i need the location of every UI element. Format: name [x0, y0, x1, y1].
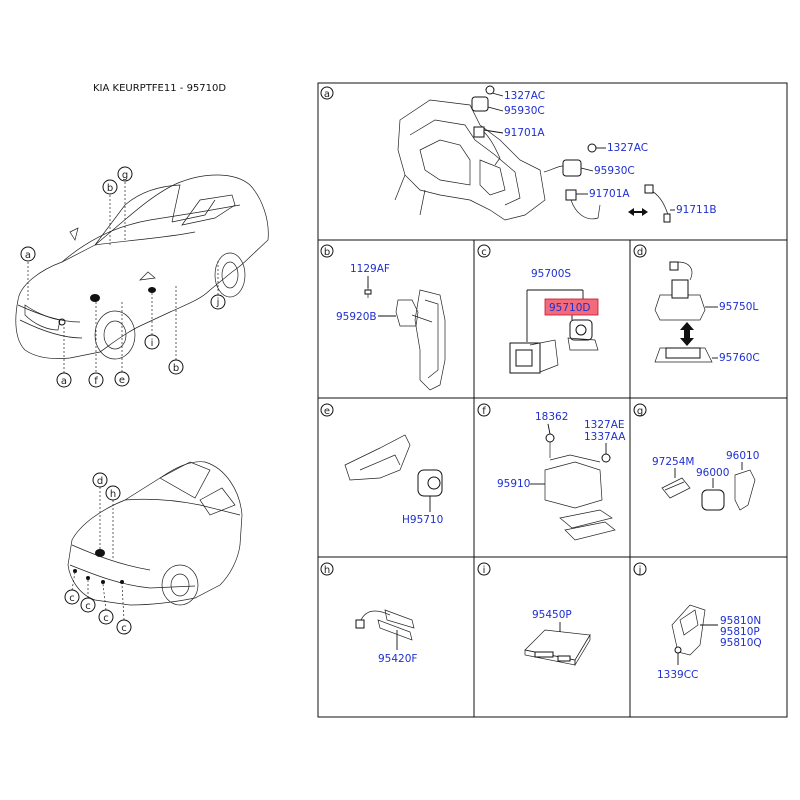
svg-text:d: d: [636, 247, 644, 258]
car-front-illustration: [16, 175, 268, 373]
part-1327AC-bottom: 1327AC: [607, 142, 649, 154]
svg-text:c: c: [85, 601, 91, 612]
panel-grid: [318, 83, 787, 717]
svg-text:c: c: [481, 247, 487, 258]
part-91701A-bottom: 91701A: [589, 188, 630, 200]
part-96010: 96010: [726, 450, 760, 462]
callout-d: [93, 473, 107, 487]
callout-i: [145, 335, 159, 349]
panel-d: [634, 245, 760, 364]
callout-c-1: [65, 590, 79, 604]
callout-c-3: [99, 610, 113, 624]
part-95450P: 95450P: [532, 609, 572, 621]
panel-f: [478, 404, 626, 540]
part-95810P: 95810P: [720, 626, 760, 638]
svg-text:c: c: [69, 593, 75, 604]
part-96000: 96000: [696, 467, 730, 479]
callout-b-top: [103, 180, 117, 194]
callout-g: [118, 167, 132, 181]
callout-j: [211, 295, 225, 309]
car-front-callouts: [21, 167, 225, 387]
car-rear-illustration: [68, 462, 242, 620]
callout-b-bottom: [169, 360, 183, 374]
part-95810Q: 95810Q: [720, 637, 762, 649]
svg-text:e: e: [323, 406, 331, 417]
panel-h: [321, 563, 417, 665]
callout-c-4: [117, 620, 131, 634]
part-95930C-top: 95930C: [504, 105, 545, 117]
part-H95710: H95710: [402, 514, 444, 526]
part-1337AA: 1337AA: [584, 431, 626, 443]
svg-text:f: f: [482, 406, 486, 417]
callout-h: [106, 486, 120, 500]
svg-text:h: h: [109, 489, 117, 500]
svg-text:c: c: [103, 613, 109, 624]
svg-text:h: h: [323, 565, 331, 576]
part-91711B: 91711B: [676, 204, 717, 216]
part-95760C: 95760C: [719, 352, 760, 364]
part-95810N: 95810N: [720, 615, 762, 627]
part-95750L: 95750L: [719, 301, 759, 313]
panel-e: [321, 404, 443, 526]
panel-a-letter: a: [323, 89, 331, 100]
svg-text:b: b: [106, 183, 114, 194]
svg-text:f: f: [94, 376, 98, 387]
part-95920B: 95920B: [336, 311, 377, 323]
svg-text:e: e: [118, 375, 126, 386]
callout-a-bottom: [57, 373, 71, 387]
svg-text:g: g: [636, 406, 644, 417]
part-95420F: 95420F: [378, 653, 418, 665]
svg-text:i: i: [482, 565, 486, 576]
part-91701A-top: 91701A: [504, 127, 545, 139]
part-1339CC: 1339CC: [657, 669, 699, 681]
svg-text:j: j: [638, 565, 642, 576]
panel-c: [478, 245, 598, 373]
panel-b: [321, 245, 445, 390]
svg-text:b: b: [323, 247, 331, 258]
panel-g: [634, 404, 759, 510]
svg-text:c: c: [121, 623, 127, 634]
panel-i: [478, 563, 590, 665]
svg-text:a: a: [24, 250, 32, 261]
svg-text:i: i: [150, 338, 154, 349]
svg-text:g: g: [121, 170, 129, 181]
part-18362: 18362: [535, 411, 569, 423]
callout-e: [115, 372, 129, 386]
panel-a: [321, 86, 717, 222]
callout-c-2: [81, 598, 95, 612]
diagram-title: KIA KEURPTFE11 - 95710D: [93, 83, 227, 94]
svg-text:d: d: [96, 476, 104, 487]
part-1129AF: 1129AF: [350, 263, 390, 275]
part-95700S: 95700S: [531, 268, 572, 280]
part-95710D: 95710D: [549, 302, 591, 314]
callout-f: [89, 373, 103, 387]
part-95930C-bottom: 95930C: [594, 165, 635, 177]
part-1327AE: 1327AE: [584, 419, 625, 431]
callout-a-top: [21, 247, 35, 261]
part-95910: 95910: [497, 478, 531, 490]
part-97254M: 97254M: [652, 456, 695, 468]
svg-text:j: j: [216, 297, 220, 308]
svg-text:a: a: [60, 376, 68, 387]
svg-text:b: b: [172, 363, 180, 374]
panel-j: [634, 563, 762, 681]
part-1327AC-top: 1327AC: [504, 90, 546, 102]
